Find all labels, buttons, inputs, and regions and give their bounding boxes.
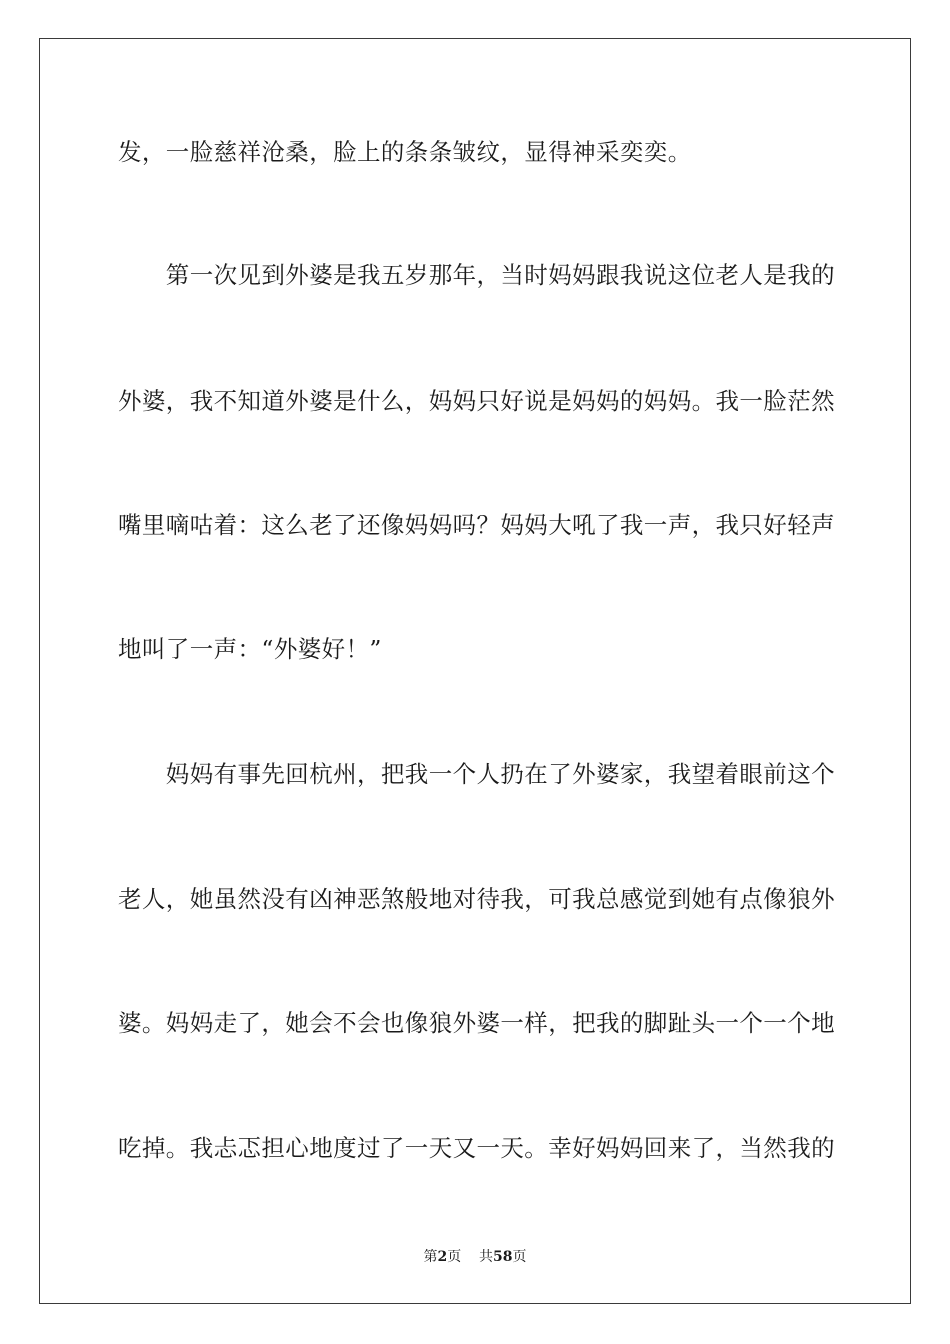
page-number: 2 — [437, 1249, 448, 1265]
text-line: 第一次见到外婆是我五岁那年，当时妈妈跟我说这位老人是我的 — [118, 261, 835, 289]
text-line: 老人，她虽然没有凶神恶煞般地对待我，可我总感觉到她有点像狼外 — [118, 885, 835, 913]
page-footer — [0, 1248, 950, 1266]
page-prefix: 第 — [423, 1249, 438, 1265]
text-line: 妈妈有事先回杭州，把我一个人扔在了外婆家，我望着眼前这个 — [118, 760, 835, 788]
text-line: 婆。妈妈走了，她会不会也像狼外婆一样，把我的脚趾头一个一个地 — [118, 1009, 835, 1037]
total-prefix: 共 — [479, 1249, 494, 1265]
total-suffix: 页 — [512, 1249, 527, 1265]
text-line: 外婆，我不知道外婆是什么，妈妈只好说是妈妈的妈妈。我一脸茫然 — [118, 387, 835, 415]
page-suffix: 页 — [447, 1249, 462, 1265]
text-line: 吃掉。我忐忑担心地度过了一天又一天。幸好妈妈回来了，当然我的 — [118, 1134, 835, 1162]
page-frame — [39, 38, 911, 1304]
text-line: 地叫了一声：“外婆好！” — [118, 635, 382, 663]
total-pages: 58 — [493, 1249, 513, 1265]
text-line: 嘴里嘀咕着：这么老了还像妈妈吗？妈妈大吼了我一声，我只好轻声 — [118, 511, 835, 539]
text-line: 发，一脸慈祥沧桑，脸上的条条皱纹，显得神采奕奕。 — [118, 138, 692, 166]
